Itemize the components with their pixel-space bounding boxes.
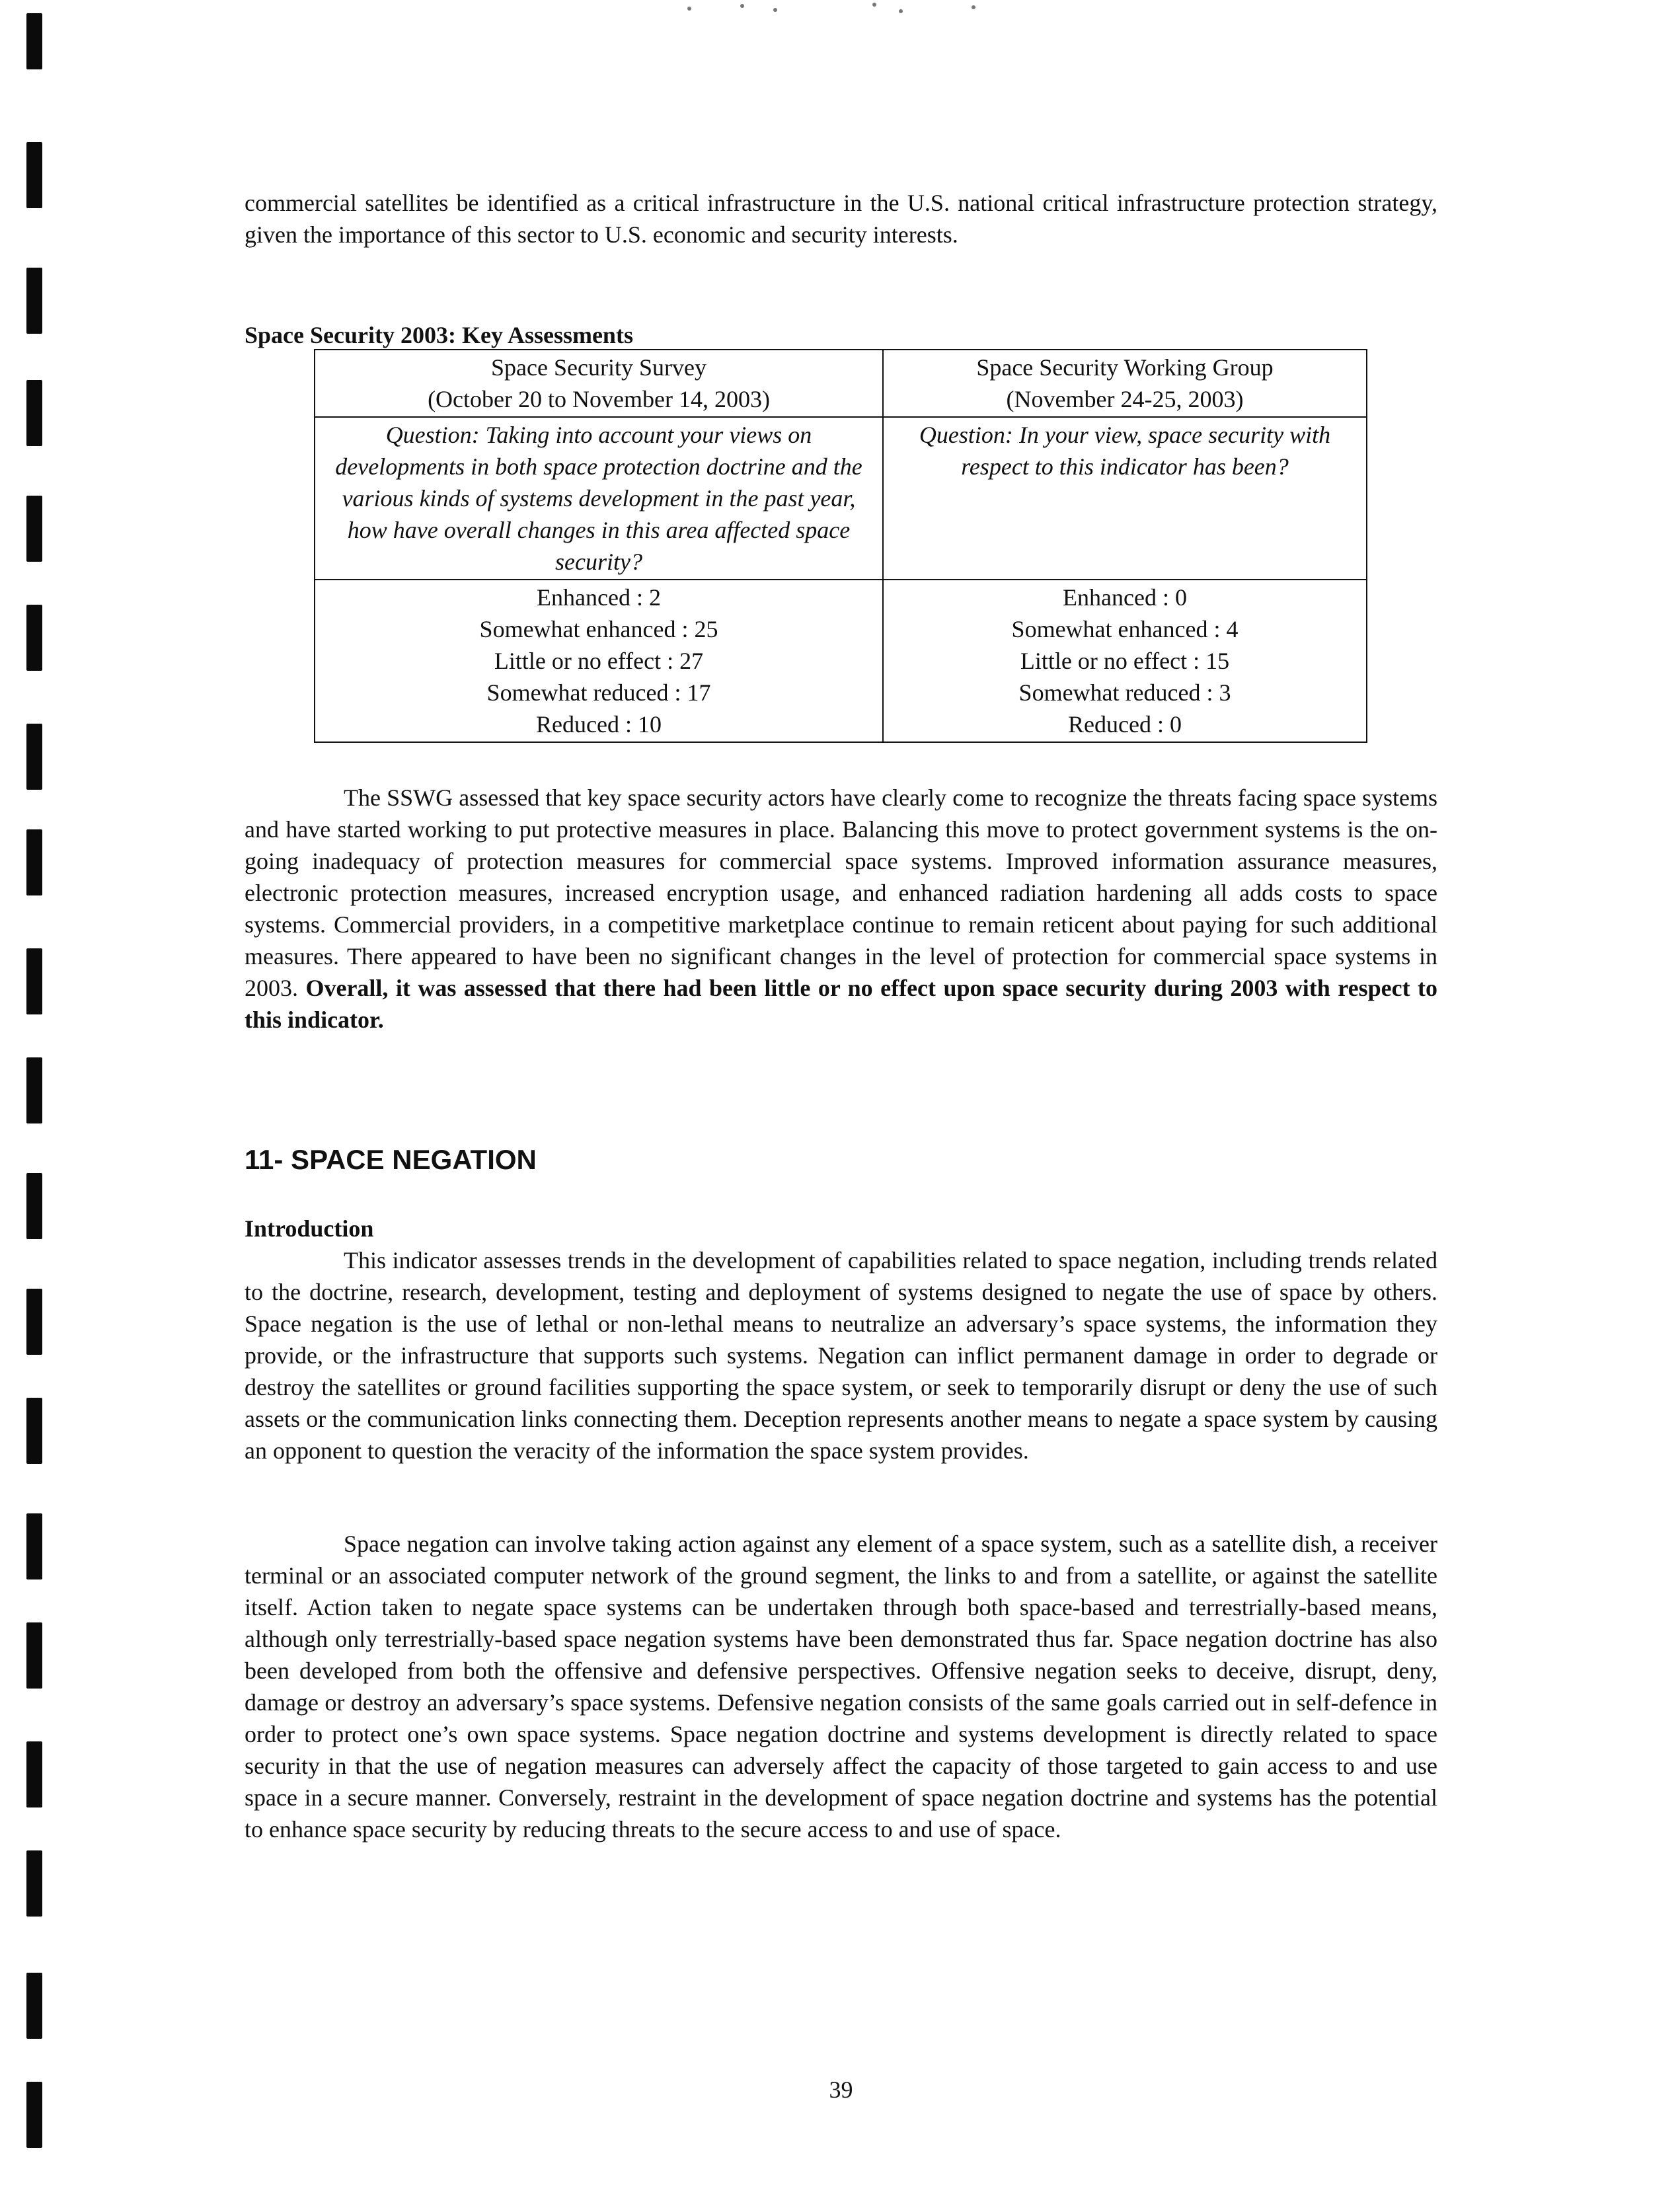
binding-mark <box>26 380 42 446</box>
binding-mark <box>26 1973 42 2039</box>
binding-mark <box>26 1057 42 1123</box>
intro-paragraph: commercial satellites be identified as a critical infrastructure in the U.S. national critical infrastructure protection strategy, given the importance of this sector to U.S. economic and security interests. <box>245 190 1437 248</box>
result-line: Little or no effect : 15 <box>1020 648 1230 674</box>
result-line: Enhanced : 2 <box>537 584 661 611</box>
table-header-row <box>315 350 1367 417</box>
page-number: 39 <box>829 2076 853 2103</box>
scan-noise <box>661 0 1031 20</box>
space-negation-paragraph: Space negation can involve taking action against any element of a space system, such as a satellite dish, a receiver terminal or an associated computer network of the ground segment, the links to and from a satellite, or against the satellite itself. Action taken to negate space systems can be undertaken through both space-based and terrestrially-based means, although only terrestrially-based space negation systems have been demonstrated thus far. Space negation doctrine has also been developed from both the offensive and defensive perspectives. Offensive negation seeks to deceive, disrupt, deny, damage or destroy an adversary’s space systems. Defensive negation consists of the same goals carried out in self-defence in order to protect one’s own space systems. Space negation doctrine and systems development is directly related to space security in that the use of negation measures can adversely affect the capacity of those targeted to gain access to and use space in a secure manner. Conversely, restraint in the development of space negation doctrine and systems has the potential to enhance space security by reducing threats to the secure access to and use of space. <box>245 1531 1437 1843</box>
table-question-row <box>315 417 1367 580</box>
binding-mark <box>26 829 42 895</box>
result-line: Somewhat enhanced : 4 <box>1011 616 1239 642</box>
table-title: Space Security 2003: Key Assessments <box>245 322 633 348</box>
survey-question: Question: Taking into account your views on developments in both space protection doctrine and the various kinds of systems development in the past year, how have overall changes in this area affected space security? <box>315 417 883 580</box>
result-line: Somewhat reduced : 17 <box>486 679 711 706</box>
result-line: Somewhat enhanced : 25 <box>479 616 718 642</box>
binding-marks <box>26 0 53 2206</box>
result-line: Reduced : 10 <box>536 711 662 738</box>
binding-mark <box>26 724 42 790</box>
binding-mark <box>26 605 42 671</box>
binding-mark <box>26 2082 42 2148</box>
introduction-paragraph: This indicator assesses trends in the development of capabilities related to space negation, including trends related to the doctrine, research, development, testing and deployment of systems designed to negate the use of space by others. Space negation is the use of lethal or non-lethal means to neutralize an adversary’s space systems, the information they provide, or the infrastructure that supports such systems. Negation can inflict permanent damage in order to degrade or destroy the satellites or ground facilities supporting the space system, or seek to temporarily disrupt or deny the use of such assets or the communication links connecting them. Deception represents another means to negate a space system by causing an opponent to question the veracity of the information the space system provides. <box>245 1247 1437 1464</box>
binding-mark <box>26 1622 42 1689</box>
binding-mark <box>26 268 42 334</box>
binding-mark <box>26 496 42 562</box>
result-line: Little or no effect : 27 <box>494 648 704 674</box>
sswg-paragraph-text: The SSWG assessed that key space security actors have clearly come to recognize the threats facing space systems and have started working to put protective measures in place. Balancing this move to protect government systems is the on-going inadequacy of protection measures for commercial space systems. Improved information assurance measures, electronic protection measures, increased encryption usage, and enhanced radiation hardening all adds costs to space systems. Commercial providers, in a competitive marketplace continue to remain reticent about paying for such additional measures. There appeared to have been no significant changes in the level of protection for commercial space systems in 2003. <box>245 784 1437 1001</box>
table-results-row <box>315 580 1367 742</box>
survey-results <box>315 580 883 742</box>
working-group-results <box>883 580 1367 742</box>
binding-mark <box>26 13 42 69</box>
binding-mark <box>26 948 42 1014</box>
assessment-table <box>314 349 1367 743</box>
result-line: Reduced : 0 <box>1068 711 1182 738</box>
binding-mark <box>26 1289 42 1355</box>
introduction-heading: Introduction <box>245 1215 374 1242</box>
sswg-conclusion: Overall, it was assessed that there had been little or no effect upon space security during 2003 with respect to this indicator. <box>245 975 1437 1033</box>
binding-mark <box>26 1173 42 1239</box>
result-line: Enhanced : 0 <box>1063 584 1187 611</box>
binding-mark <box>26 1741 42 1807</box>
section-heading: 11- SPACE NEGATION <box>245 1144 537 1175</box>
binding-mark <box>26 1398 42 1464</box>
sswg-assessment-paragraph <box>245 782 1437 1036</box>
binding-mark <box>26 1850 42 1917</box>
binding-mark <box>26 1513 42 1579</box>
column-header-survey: Space Security Survey (October 20 to November 14, 2003) <box>315 350 883 417</box>
working-group-question: Question: In your view, space security with respect to this indicator has been? <box>883 417 1367 580</box>
column-header-working-group: Space Security Working Group (November 24-25, 2003) <box>883 350 1367 417</box>
result-line: Somewhat reduced : 3 <box>1018 679 1231 706</box>
binding-mark <box>26 142 42 208</box>
